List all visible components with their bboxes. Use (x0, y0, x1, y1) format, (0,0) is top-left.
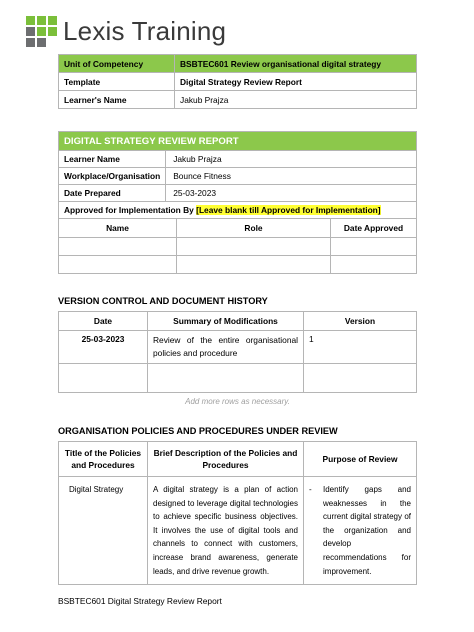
version-date: 25-03-2023 (59, 331, 148, 364)
learner-label: Learner's Name (59, 91, 175, 109)
table-row (59, 364, 417, 393)
purpose-bullet: - (309, 485, 312, 494)
date-label: Date Prepared (59, 185, 166, 202)
column-header-purpose: Purpose of Review (304, 442, 417, 477)
date-value: 25-03-2023 (166, 185, 417, 202)
table-row (59, 219, 417, 238)
logo-mark-icon (26, 16, 57, 47)
workplace-value: Bounce Fitness (166, 168, 417, 185)
template-label: Template (59, 73, 175, 91)
footer-text: BSBTEC601 Digital Strategy Review Report (58, 596, 222, 606)
table-row (59, 331, 417, 364)
policy-purpose: Identify gaps and weaknesses in the current digital strategy of the organization and develop recommendations for improvement. (323, 485, 411, 576)
column-header-description: Brief Description of the Policies and Procedures (148, 442, 304, 477)
table-row (59, 477, 417, 585)
version-table (58, 311, 417, 393)
unit-label: Unit of Competency (59, 55, 175, 73)
learner-name-value: Jakub Prajza (166, 151, 417, 168)
policies-section-title: ORGANISATION POLICIES AND PROCEDURES UNDER REVIEW (58, 426, 338, 436)
table-row (59, 151, 417, 168)
table-row (59, 185, 417, 202)
policy-title: Digital Strategy (59, 477, 148, 585)
column-header-name: Name (59, 219, 177, 237)
column-header-date: Date (59, 312, 148, 331)
workplace-label: Workplace/Organisation (59, 168, 166, 185)
table-row (59, 73, 417, 91)
table-row (59, 312, 417, 331)
column-header-summary: Summary of Modifications (148, 312, 304, 331)
column-header-policy-title: Title of the Policies and Procedures (59, 442, 148, 477)
version-section-title: VERSION CONTROL AND DOCUMENT HISTORY (58, 296, 268, 306)
table-row (59, 442, 417, 477)
table-row (59, 168, 417, 185)
version-summary: Review of the entire organisational policies and procedure (148, 331, 304, 364)
template-value: Digital Strategy Review Report (175, 73, 417, 91)
add-rows-note: Add more rows as necessary. (185, 397, 290, 406)
learner-value: Jakub Prajza (175, 91, 417, 109)
column-header-version: Version (304, 312, 417, 331)
policy-description: A digital strategy is a plan of action designed to leverage digital technologies to achieve specific business objectives. It involves the use of digital tools and channels to connect with customers, increase brand awareness, generate leads, and drive revenue growth. (148, 477, 304, 585)
table-row (59, 55, 417, 73)
logo-text: Lexis Training (63, 16, 227, 46)
table-row (59, 91, 417, 109)
table-row (59, 202, 417, 219)
approved-label: Approved for Implementation By (64, 205, 194, 215)
policies-table (58, 441, 417, 585)
approved-row (59, 202, 417, 219)
approved-note: [Leave blank till Approved for Implementation] (196, 205, 381, 215)
column-header-date-approved: Date Approved (331, 219, 417, 238)
report-table (58, 131, 417, 274)
table-row (59, 256, 417, 274)
table-row (59, 238, 417, 256)
learner-name-label: Learner Name (59, 151, 166, 168)
version-number: 1 (304, 331, 417, 364)
unit-value: BSBTEC601 Review organisational digital strategy (175, 55, 417, 73)
column-header-role: Role (244, 223, 263, 233)
purpose-item (309, 483, 411, 578)
report-header: DIGITAL STRATEGY REVIEW REPORT (59, 132, 417, 151)
lexis-training-logo (26, 16, 226, 47)
competency-table (58, 54, 417, 109)
